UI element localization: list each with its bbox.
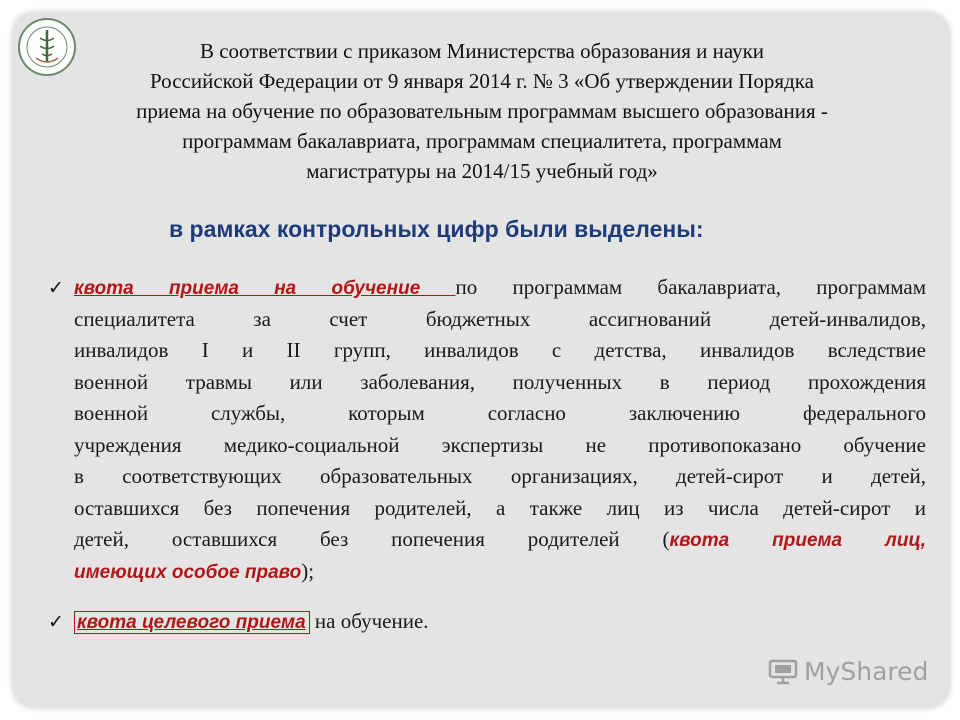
bullet-line bbox=[74, 606, 926, 638]
intro-paragraph bbox=[42, 36, 922, 186]
bullet-line: военной службы, которым согласно заключению федерального bbox=[74, 401, 926, 425]
bullet-line: оставшихся без попечения родителей, а также лиц из числа детей-сирот и bbox=[74, 495, 926, 520]
bullet-line bbox=[74, 272, 926, 304]
intro-line: Российской Федерации от 9 января 2014 г. № 3 «Об утверждении Порядка bbox=[150, 69, 814, 93]
bullet-line: инвалидов I и II групп, инвалидов с детства, инвалидов вследствие bbox=[74, 338, 926, 362]
watermark bbox=[768, 657, 928, 686]
bullet-text-fragment: ); bbox=[301, 558, 315, 583]
special-right-quota-highlight: квота приема лиц, bbox=[669, 530, 926, 551]
bullet-line: учреждения медико-социальной экспертизы не противопоказано обучение bbox=[74, 432, 926, 457]
bullet-quota-admission bbox=[74, 272, 926, 587]
target-quota-highlight: квота целевого приема bbox=[74, 611, 310, 634]
bullet-line: военной травмы или заболевания, полученных в период прохождения bbox=[74, 369, 926, 394]
quota-admission-highlight: квота приема на обучение bbox=[74, 278, 456, 299]
subheading: в рамках контрольных цифр были выделены: bbox=[169, 216, 704, 242]
check-icon: ✓ bbox=[48, 611, 64, 633]
intro-line: В соответствии с приказом Министерства образования и науки bbox=[199, 39, 765, 63]
special-right-quota-highlight-cont: имеющих особое право bbox=[74, 561, 302, 583]
bullet-line: в соответствующих образовательных организациях, детей-сирот и детей, bbox=[74, 464, 926, 488]
intro-line: приема на обучение по образовательным программам высшего образования - bbox=[136, 99, 828, 123]
watermark-text: MyShared bbox=[804, 657, 929, 686]
bullet-text-fragment: на обучение. bbox=[309, 609, 429, 633]
check-icon: ✓ bbox=[48, 277, 64, 299]
presentation-board-icon bbox=[768, 659, 798, 685]
bullet-text-fragment: детей, оставшихся без попечения родителей ( bbox=[74, 527, 670, 551]
bullet-line: специалитета за счет бюджетных ассигнований детей-инвалидов, bbox=[74, 306, 926, 331]
bullet-line bbox=[74, 556, 926, 588]
bullet-line bbox=[74, 524, 926, 556]
bullet-target-quota bbox=[74, 606, 926, 638]
intro-line: программам бакалавриата, программам специалитета, программам bbox=[182, 129, 782, 153]
intro-line: магистратуры на 2014/15 учебный год» bbox=[306, 159, 658, 183]
bullet-text-fragment: по программам бакалавриата, программам bbox=[455, 275, 926, 299]
slide bbox=[12, 12, 950, 708]
